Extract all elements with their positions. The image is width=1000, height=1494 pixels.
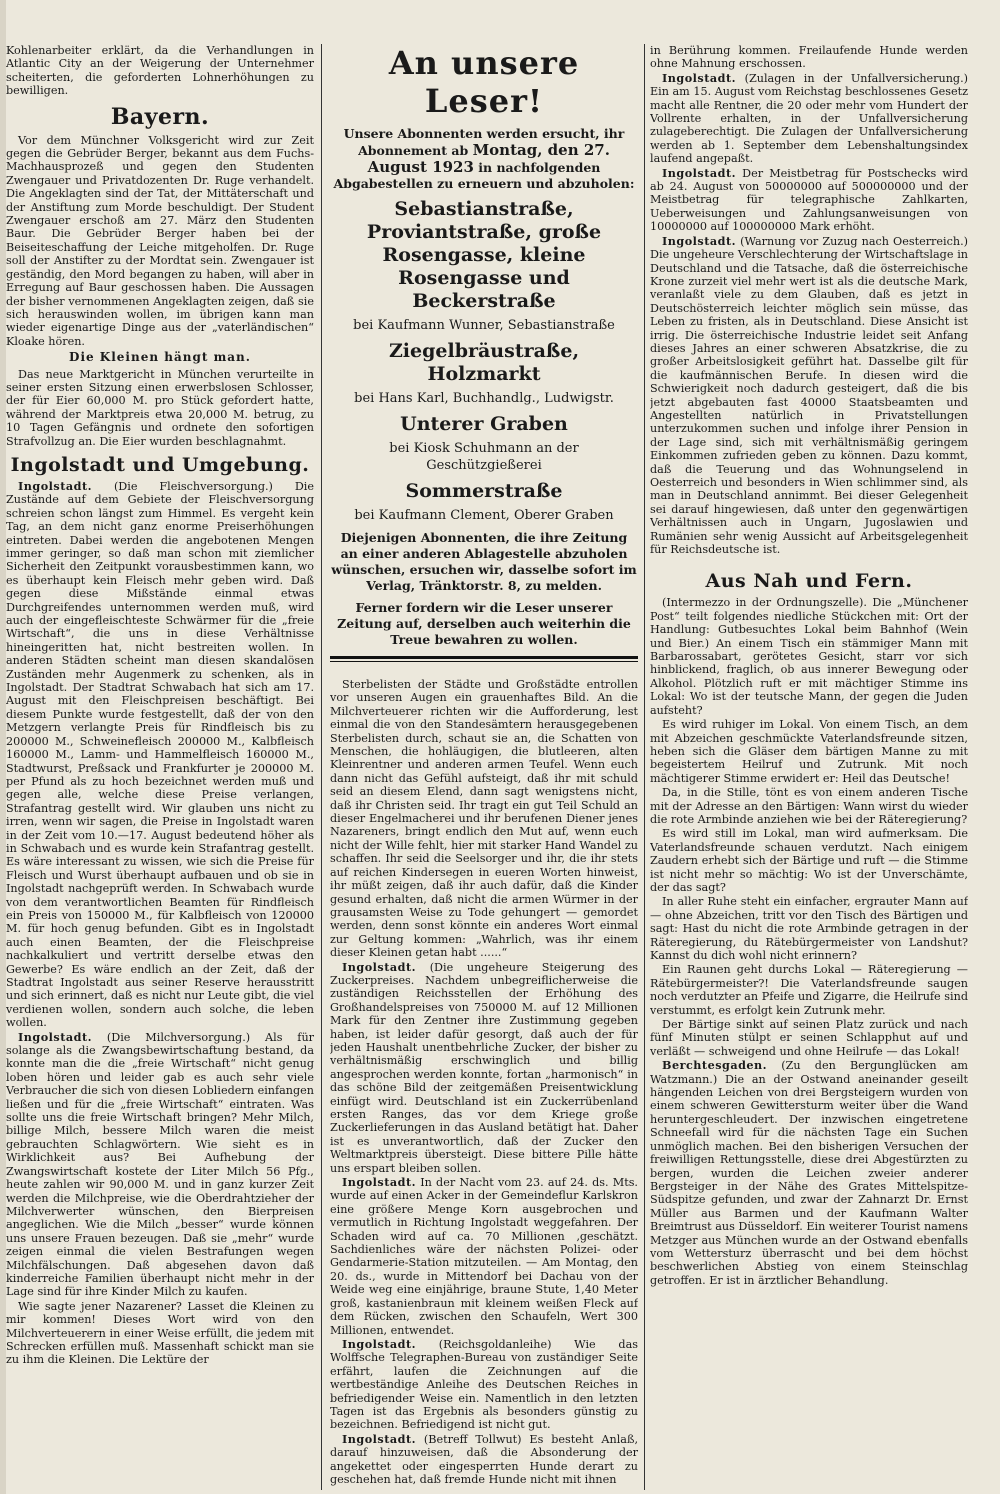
place-label: Ingolstadt. <box>662 233 737 248</box>
seller-3: bei Kiosk Schuhmann an der Geschützgießerei <box>389 441 579 473</box>
bayern-heading: Bayern. <box>110 103 210 130</box>
street-list-4: Sommerstraße <box>405 480 563 502</box>
article-body: (Zu den Bergunglücken am Watzmann.) Die an der Ostwand aneinander geseilt hängenden Leichen von drei Bergsteigern wurden von einem schweren Gewittersturm weiter über die Wand heruntergeschleudert. Der inzwischen eingetretene Schneefall wird für die nächsten Tage ein Suchen unmöglich machen. Bei den bisherigen Versuchen der freiwilligen Rettungsstelle, diese drei Abgestürzten zu bergen, wurden die Leichen zweier anderer Bergsteiger in der Nähe des Grates Mittelspitze-Südspitze gefunden, und zwar der Zahnarzt Dr. Ernst Müller aus Barmen und der Kaufmann Walter Breimtrust aus Düsseldorf. Ein weiterer Tourist namens Metzger aus München wurde an der Ostwand ebenfalls vom Wettersturz überrascht und bei dem höchst beschwerlichen Abstieg von einem Steinschlag getroffen. Er ist in ärztlicher Behandlung. <box>650 1059 968 1287</box>
column-rule-right <box>644 44 645 1490</box>
nah-paragraph-3: Da, in die Stille, tönt es von einem anderen Tische mit der Adresse an den Bärtigen: Wann wirst du wieder die rote Armbinde anziehen wie bei der Räteregierung? <box>650 786 968 826</box>
nah-paragraph-4: Es wird still im Lokal, man wird aufmerksam. Die Vaterlandsfreunde schauen verdutzt. Nach einigem Zaudern erhebt sich der Bärtige und ruft — die Stimme ist nicht mehr so mächtig: Wo ist der Unverschämte, der das sagt? <box>650 827 968 894</box>
place-label: Ingolstadt. <box>342 959 417 974</box>
seller-4: bei Kaufmann Clement, Oberer Graben <box>354 508 614 523</box>
toll-article <box>330 1433 638 1487</box>
nah-fern-heading: Aus Nah und Fern. <box>705 570 913 593</box>
notice-title: An unsere Leser! <box>388 44 580 120</box>
notice-intro <box>330 126 638 192</box>
place-label: Ingolstadt. <box>662 165 737 180</box>
column-rule-left <box>321 44 322 1490</box>
nah-paragraph-7: Der Bärtige sinkt auf seinen Platz zurück und nach fünf Minuten stülpt er seinen Schlapphut auf und verläßt — schweigend und ohne Heilrufe — das Lokal! <box>650 1018 968 1058</box>
zucker-article <box>330 961 638 1176</box>
fleisch-article <box>6 480 314 1030</box>
notice-intro-b: in nachfolgenden Abgabestellen zu erneuern und abzuholen: <box>333 160 635 191</box>
place-label: Ingolstadt. <box>662 70 737 85</box>
notice-note-1: Diejenigen Abonnenten, die ihre Zeitung an einer anderen Ablagestelle abzuholen wünschen, ersuchen wir, dasselbe sofort im Verlag, Tränktorstr. 8, zu melden. <box>331 530 637 593</box>
article-body: (Reichsgoldanleihe) Wie das Wolffsche Telegraphen-Bureau von zuständiger Seite erfährt, laufen die Zeichnungen auf die wertbeständige Anleihe des Deutschen Reiches in befriedigender Weise ein. Namentlich in den letzten Tagen ist das Ergebnis als besonders günstig zu bezeichnen. Befriedigend ist nicht gut. <box>330 1337 638 1432</box>
reich-article <box>330 1338 638 1432</box>
article-body: (Die ungeheure Steigerung des Zuckerpreises. Nachdem unbegreiflicherweise die zuständigen Reichsstellen der Erhöhung des Großhandelspreises von 750000 M. auf 12 Millionen Mark für den Zentner ihre Zustimmung gegeben haben, ist leider dafür gesorgt, daß auch der für jeden Haushalt unentbehrliche Zucker, der bisher zu verhältnismäßig erschwinglich und billig angesprochen werden konnte, fortan „harmonisch“ in das schöne Bild der zeitgemäßen Preisentwicklung einfügt wird. Deutschland ist ein Zuckerrübenland ersten Ranges, das vor dem Kriege große Zuckerlieferungen in das Ausland betätigt hat. Daher ist es unverantwortlich, daß der Zucker den Weltmarktpreis übersteigt. Diese bittere Pille hätte uns erspart bleiben sollen. <box>330 960 638 1175</box>
milch-paragraph-2: Wie sagte jener Nazarener? Lasset die Kleinen zu mir kommen! Dieses Wort wird von den Milchverteuerern in einer Weise erfüllt, die jedem mit Schrecken erfüllen muß. Massenhaft schickt man sie zu ihm die Kleinen. Die Lektüre der <box>6 1299 314 1367</box>
kleinen-paragraph: Das neue Marktgericht in München verurteilte in seiner ersten Sitzung einen erwerbslosen Schlosser, der für Eier 60,000 M. pro Stück gefordert hatte, während der Marktpreis etwa 20,000 M. betrug, zu 10 Tagen Gefängnis und ordnete den sofortigen Strafvollzug an. Die Eier wurden beschlagnahmt. <box>6 367 314 448</box>
article-body: In der Nacht vom 23. auf 24. ds. Mts. wurde auf einen Acker in der Gemeindeflur Karlskron eine größere Menge Korn ausgebrochen und vermutlich in Richtung Ingolstadt weggefahren. Der Schaden wird auf ca. 70 Millionen ‚geschätzt. Sachdienliches wäre der nächsten Polizei- oder Gendarmerie-Station mitzuteilen. — Am Montag, den 20. ds., wurde in Mittendorf bei Dachau von der Weide weg eine einjährige, braune Stute, 1,40 Meter groß, kastanienbraun mit kleinem weißen Fleck auf dem Rücken, zwischen den Schaufeln, Wert 300 Millionen, entwendet. <box>330 1176 638 1337</box>
section-divider <box>330 656 638 662</box>
street-list-1: Sebastianstraße, Proviantstraße, große Rosengasse, kleine Rosengasse und Beckerstraße <box>366 198 602 312</box>
place-label: Ingolstadt. <box>342 1336 417 1351</box>
article-body: (Zulagen in der Unfallversicherung.) Ein am 15. August vom Reichstag beschlossenes Gesetz macht alle Rentner, die 20 oder mehr vom Hundert der Vollrente erhalten, in der Unfallversicherung zulageberechtigt. Die Zulagen der Unfallversicherung werden ab 1. September dem Lebenshaltungsindex laufend angepaßt. <box>650 71 968 166</box>
nah-paragraph-2: Es wird ruhiger im Lokal. Von einem Tisch, an dem mit Abzeichen geschmückte Vaterlandsfreunde sitzen, heben sich die Gläser dem bärtigen Manne zu mit begeistertem Heilruf und Zutrunk. Mit noch mächtigerer Stimme erwidert er: Heil das Deutsche! <box>650 718 968 785</box>
notice-intro-a: Unsere Abonnenten werden ersucht, ihr Abonnement ab <box>343 126 625 158</box>
column-middle <box>330 44 638 1488</box>
notice-date: Montag, den 27. August 1923 <box>367 141 610 176</box>
article-body: Als für solange als die Zwangsbewirtschaftung bestand, da konnte man die die „freie Wirtschaft“ nicht genug loben hören und leider gab es auch sehr viele Verbraucher die sich von diesen Lobliedern einfangen ließen und für die „freie Wirtschaft“ eintraten. Was sollte uns die freie Wirtschaft bringen? Mehr Milch, billige Milch, bessere Milch waren die meist gebrauchten Schlagwörtern. Wie sieht es in Wirklichkeit aus? Bei Aufhebung der Zwangswirtschaft kostete der Liter Milch 56 Pfg., heute zahlen wir 90,000 M. und in ganz kurzer Zeit werden die Milchpreise, wie die Oberdrahtzieher der Milchverwerter wünschen, den Bierpreisen angeglichen. Wie die Milch „besser“ wurde können uns unsere Frauen bezeugen. Daß sie „mehr“ wurde zeigen einmal die vielen Bestrafungen wegen Milchfälschungen. Daß abgesehen davon daß kinderreiche Familien überhaupt nicht mehr in der Lage sind für ihre Kinder Milch zu kaufen. <box>6 1030 314 1299</box>
warn-article <box>650 235 968 557</box>
nah-paragraph-6: Ein Raunen geht durchs Lokal — Räteregierung — Rätebürgermeister?! Die Vaterlandsfreunde saugen noch verdutzter an Pfeife und Zigarre, die Heilrufe sind verstummt, es erfolgt kein Zutrunk mehr. <box>650 963 968 1017</box>
nah-paragraph-1: (Intermezzo in der Ordnungszelle). Die „Münchener Post“ teilt folgendes niedliche Stückchen mit: Ort der Handlung: Gutbesuchtes Lokal beim Bahnhof (Wein und Bier.) An einem Tisch ein stämmiger Mann mit Barbarossabart, gerötetes Gesicht, starr vor sich hinblickend, fraglich, ob aus innerer Bewegung oder Alkohol. Plötzlich ruft er mit mächtiger Stimme ins Lokal: Wo ist der teutsche Mann, der gegen die Juden aufsteht? <box>650 596 968 717</box>
article-subtitle: (Die Fleischversorgung.) <box>113 479 273 493</box>
kleinen-heading: Die Kleinen hängt man. <box>69 350 251 365</box>
article-body: Der Meistbetrag für Postschecks wird ab 24. August von 50000000 auf 500000000 und der Meistbetrag für telegraphische Zahlkarten, Ueberweisungen und Zahlungsanweisungen von 10000000 auf 100000000 Mark erhöht. <box>650 166 968 234</box>
column-right <box>650 44 968 1488</box>
berchtesgaden-article <box>650 1059 968 1287</box>
place-label: Ingolstadt. <box>342 1175 417 1190</box>
nah-paragraph-5: In aller Ruhe steht ein einfacher, ergrauter Mann auf — ohne Abzeichen, tritt vor den Tisch des Bärtigen und sagt: Hast du nicht die rote Armbinde getragen in der Räteregierung, du Rätebürgermeister von Landshut? Kannst du dich wohl nicht erinnern? <box>650 895 968 962</box>
article-subtitle: (Die Milchversorgung.) <box>106 1030 251 1044</box>
notice-note-2: Ferner fordern wir die Leser unserer Zeitung auf, derselben auch weiterhin die Treue bewahren zu wollen. <box>337 600 631 647</box>
place-label: Ingolstadt. <box>342 1431 417 1446</box>
lead-paragraph: Kohlenarbeiter erklärt, da die Verhandlungen in Atlantic City an der Weigerung der Unternehmer scheiterten, die geforderten Lohnerhöhungen zu bewilligen. <box>6 44 314 98</box>
article-body: (Betreff Tollwut) Es besteht Anlaß, darauf hinzuweisen, daß die Absonderung der angekettet oder eingesperrten Hunde derart zu geschehen hat, daß fremde Hunde nicht mit ihnen <box>330 1432 638 1486</box>
street-list-2: Ziegelbräustraße, Holzmarkt <box>388 340 580 385</box>
post-article <box>650 167 968 234</box>
bayern-paragraph: Vor dem Münchner Volksgericht wird zur Zeit gegen die Gebrüder Berger, bekannt aus dem Fuchs-Machhausprozeß und gegen den Studenten Zwengauer und Privatdozenten Dr. Ruge verhandelt. Die Angeklagten sind der Tat, der Mittäterschaft und der Anstiftung zum Morde beschuldigt. Der Student Zwengauer erschoß am 27. März den Studenten Baur. Die Gebrüder Berger haben bei der Beiseiteschaffung der Leiche mitgeholfen. Dr. Ruge soll der Anstifter zu der Mordtat sein. Zwengauer ist geständig, den Mord begangen zu haben, will aber in Erregung auf Baur geschossen haben. Die Aussagen der bisher vernommenen Angeklagten zeigen, daß sie sich herauswinden wollen, im übrigen kann man wieder eigenartige Dinge aus der „vaterländischen“ Kloake hören. <box>6 133 314 348</box>
continued-paragraph: Sterbelisten der Städte und Großstädte entrollen vor unseren Augen ein grauenhaftes Bild. An die Milchverteuerer richten wir die Aufforderung, lest einmal die von den Standesämtern herausgegebenen Sterbelisten durch, schaut sie an, die Schatten von Menschen, die hohläugigen, die blutleeren, alten Kleinrentner und anderen armen Teufel. Wenn euch dann nicht das Gefühl aufsteigt, daß ihr mit schuld seid an diesem Elend, dann sagt wenigstens nicht, daß ihr Christen seid. Ihr tragt ein gut Teil Schuld an dieser Engelmacherei und ihr berufenen Diener jenes Nazareners, bringt endlich den Mut auf, wenn euch nicht der Wille fehlt, hier mit starker Hand Wandel zu schaffen. Ihr seid die Seelsorger und ihr, die ihr stets auf reichen Kindersegen in eueren Worten hinweist, ihr müßt zeigen, daß ihr auch dafür, daß die Kinder gesund erhalten, daß nicht die armen Würmer in der grausamsten Weise zu Tode gehungert — gemordet werden, denn sonst könnte ein anderes Wort einmal zur Geltung kommen: „Wahrlich, was ihr einem dieser Kleinen getan habt ......“ <box>330 678 638 960</box>
einbruch-article <box>330 1176 638 1337</box>
milch-article <box>6 1031 314 1299</box>
ingolstadt-heading: Ingolstadt und Umgebung. <box>10 453 310 476</box>
street-list-3: Unterer Graben <box>400 413 568 435</box>
place-label: Ingolstadt. <box>18 1029 93 1044</box>
column-left <box>6 44 314 1488</box>
unfall-article <box>650 72 968 166</box>
article-body: (Warnung vor Zuzug nach Oesterreich.) Die ungeheure Verschlechterung der Wirtschaftslage in Deutschland und die Tatsache, daß die österreichische Krone zurzeit viel mehr wert ist als die deutsche Mark, veranlaßt viele zu dem Glauben, daß es jetzt in Deutschösterreich leichter möglich sein müsse, das Leben zu fristen, als in Deutschland. Diese Ansicht ist irrig. Die österreichische Industrie leidet seit Anfang dieses Jahres an einer schweren Absatzkrise, die zu großer Arbeitslosigkeit geführt hat. Dasselbe gilt für die kaufmännischen Berufe. In diesen wird die Schwierigkeit noch dadurch gesteigert, daß die bis jetzt abgebauten fast 40000 Staatsbeamten und Angestellten natürlich in Privatstellungen unterzukommen suchen und infolge ihrer Pension in der Lage sind, sich mit verhältnismäßig geringem Einkommen zufrieden geben zu können. Dazu kommt, daß die Teuerung und das Wohnungselend in Oesterreich und besonders in Wien schlimmer sind, als man in Deutschland annimmt. Bei dieser Gelegenheit sei darauf hingewiesen, daß unter den gegenwärtigen Verhältnissen auch in Ungarn, Jugoslawien und Rumänien sehr wenig Aussicht auf Arbeitsgelegenheit für Reichsdeutsche ist. <box>650 234 968 557</box>
place-label: Berchtesgaden. <box>662 1058 768 1073</box>
top-paragraph: in Berührung kommen. Freilaufende Hunde werden ohne Mahnung erschossen. <box>650 44 968 71</box>
seller-1: bei Kaufmann Wunner, Sebastianstraße <box>353 318 615 333</box>
seller-2: bei Hans Karl, Buchhandlg., Ludwigstr. <box>354 391 614 406</box>
place-label: Ingolstadt. <box>18 478 93 493</box>
article-body: Die Zustände auf dem Gebiete der Fleischversorgung schreien schon längst zum Himmel. Es vergeht kein Tag, an dem nicht ganz enorme Preiserhöhungen eintreten. Dabei werden die angebotenen Mengen immer geringer, so daß man schon mit ziemlicher Sicherheit den Zeitpunkt vorausbestimmen kann, wo es überhaupt kein Fleisch mehr geben wird. Daß gegen diese Mißstände einmal etwas Durchgreifendes unternommen werden muß, wird auch der eingefleischteste Schwärmer für die „freie Wirtschaft“, die uns in diese Verhältnisse hineingeritten hat, nicht bestreiten wollen. In anderen Städten scheint man diesen skandalösen Zuständen mehr Augenmerk zu schenken, als in Ingolstadt. Der Stadtrat Schwabach hat sich am 17. August mit den Fleischpreisen beschäftigt. Bei diesem Punkte wurde festgestellt, daß der von den Metzgern verlangte Preis für Rindfleisch bis zu 200000 M., Schweinefleisch 200000 M., Kalbfleisch 160000 M., Lamm- und Hammelfleisch 160000 M., Stadtwurst, Preßsack und Frankfurter je 200000 M. per Pfund als zu hoch bezeichnet werden muß und gegen alle, welche diese Preise verlangen, Strafantrag gestellt wird. Wir glauben uns nicht zu irren, wenn wir sagen, die Preise in Ingolstadt waren in der Zeit vom 10.—17. August bedeutend höher als in Schwabach und es wurde kein Strafantrag gestellt. Es wäre interessant zu wissen, wie sich die Preise für Fleisch und Wurst überhaupt aufbauen und ob sie in Ingolstadt nachgeprüft werden. In Schwabach wurde von dem verantwortlichen Beamten für Rindfleisch ein Preis von 150000 M., für Kalbfleisch von 120000 M. für hoch genug befunden. Gibt es in Ingolstadt auch einen Beamten, der die Fleischpreise nachkalkuliert und vertritt derselbe etwas den Gewerbe? Es wäre endlich an der Zeit, daß der Stadtrat Ingolstadt aus seiner Reserve herausstritt und sich erinnert, daß es nicht nur Leute gibt, die viel verdienen wollen, sondern auch solche, die leben wollen. <box>6 479 314 1030</box>
